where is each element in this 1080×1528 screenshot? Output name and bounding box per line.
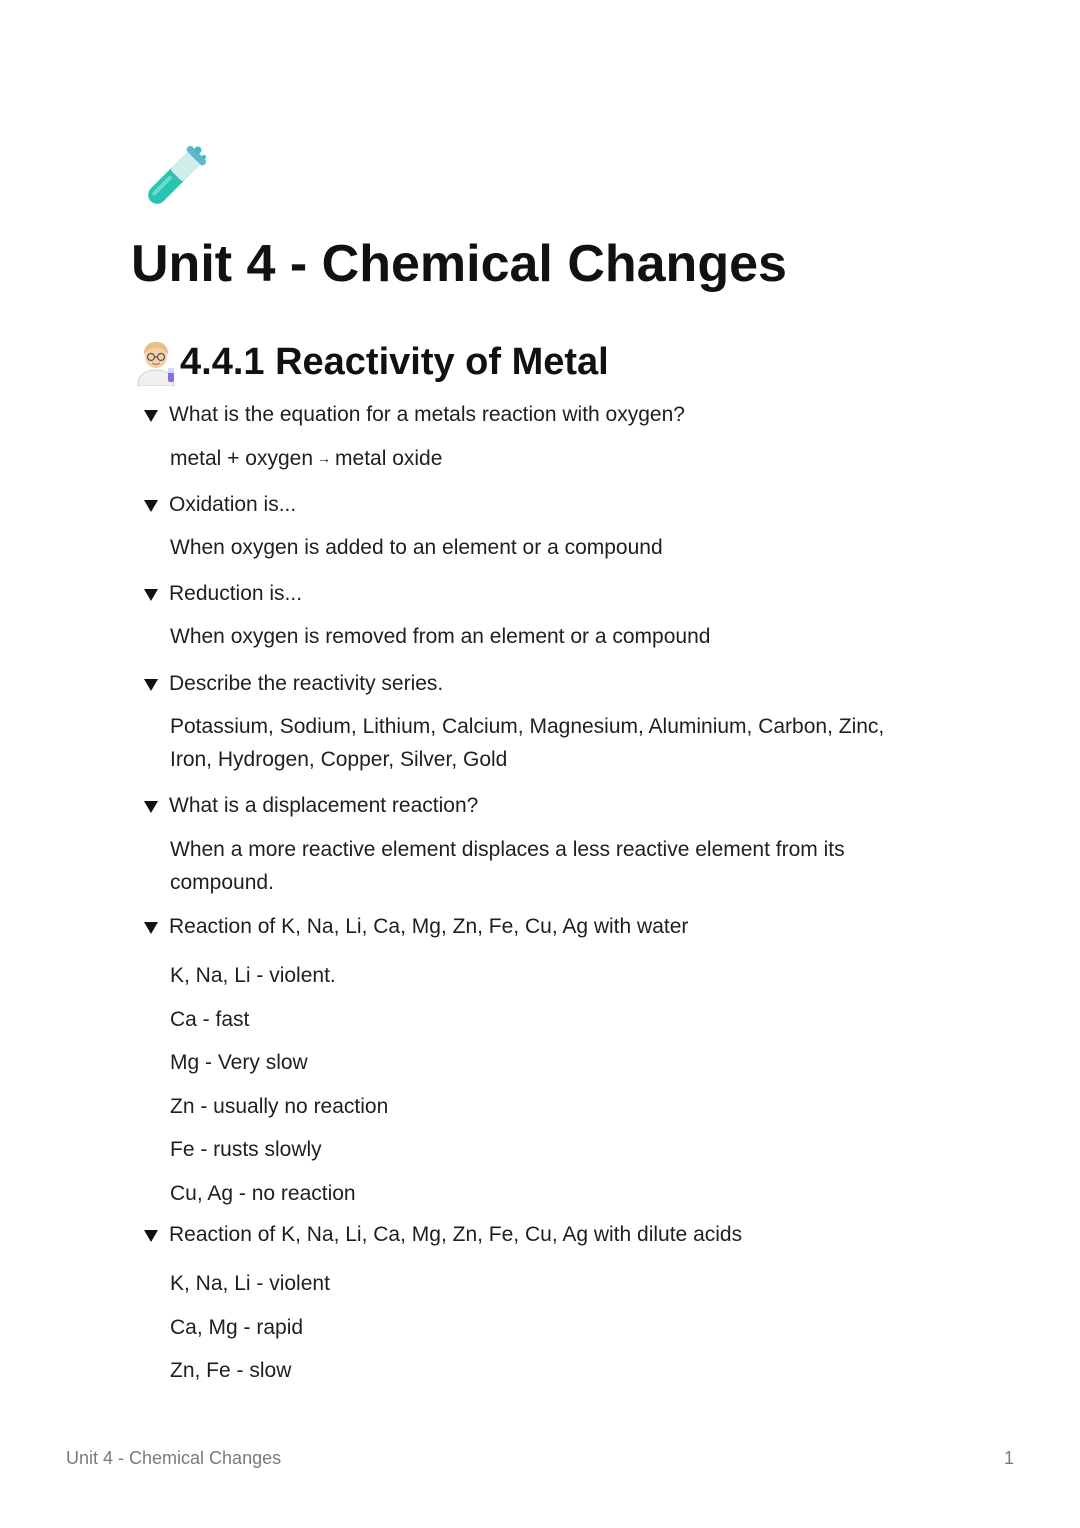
answer-line: Zn - usually no reaction	[170, 1094, 389, 1118]
toggle-header[interactable]	[144, 490, 944, 520]
toggle-header[interactable]	[144, 400, 944, 430]
answer-line: Zn, Fe - slow	[170, 1359, 292, 1383]
toggle-answer: When oxygen is removed from an element or a compound	[170, 625, 711, 648]
answer-line: K, Na, Li - violent	[170, 1272, 330, 1295]
triangle-down-icon[interactable]	[144, 410, 158, 422]
toggle-block	[144, 912, 944, 1205]
page-title: Unit 4 - Chemical Changes	[131, 235, 787, 293]
answer-line: Fe - rusts slowly	[170, 1138, 322, 1162]
toggle-question: What is the equation for a metals reaction with oxygen?	[169, 403, 685, 426]
toggle-header[interactable]	[144, 669, 944, 699]
answer-line: Potassium, Sodium, Lithium, Calcium, Magnesium, Aluminium, Carbon, Zinc,	[170, 715, 885, 738]
triangle-down-icon[interactable]	[144, 500, 158, 512]
triangle-down-icon[interactable]	[144, 589, 158, 601]
answer-line: K, Na, Li - violent.	[170, 964, 336, 987]
triangle-down-icon[interactable]	[144, 922, 158, 934]
toggle-header[interactable]	[144, 791, 944, 821]
toggle-header[interactable]	[144, 912, 944, 942]
triangle-down-icon[interactable]	[144, 679, 158, 691]
toggle-answer	[170, 954, 930, 1216]
toggle-question: Oxidation is...	[169, 493, 297, 516]
section-title: 4.4.1 Reactivity of Metal	[180, 341, 609, 383]
answer-line: Ca - fast	[170, 1007, 250, 1031]
answer-line: Iron, Hydrogen, Copper, Silver, Gold	[170, 748, 508, 771]
answer-line: Cu, Ag - no reaction	[170, 1181, 356, 1205]
toggle-block	[144, 400, 944, 470]
toggle-question: Reduction is...	[169, 582, 303, 605]
toggle-answer	[170, 710, 930, 776]
answer-line: compound.	[170, 871, 274, 894]
toggle-block	[144, 791, 944, 894]
toggle-header[interactable]	[144, 579, 944, 609]
footer-title: Unit 4 - Chemical Changes	[66, 1448, 282, 1468]
equation-arrow: →	[317, 450, 332, 466]
toggle-question: Describe the reactivity series.	[169, 672, 444, 695]
section-heading	[132, 336, 609, 388]
toggle-header[interactable]	[144, 1220, 944, 1250]
equation-right: metal oxide	[335, 447, 443, 470]
toggle-block	[144, 490, 944, 559]
toggle-question: Reaction of K, Na, Li, Ca, Mg, Zn, Fe, Cu, Ag with water	[169, 915, 689, 938]
triangle-down-icon[interactable]	[144, 801, 158, 813]
toggle-block	[144, 1220, 944, 1383]
toggle-question: Reaction of K, Na, Li, Ca, Mg, Zn, Fe, Cu, Ag with dilute acids	[169, 1223, 743, 1246]
test-tube-icon	[132, 140, 212, 220]
toggle-block	[144, 669, 944, 771]
triangle-down-icon[interactable]	[144, 1230, 158, 1242]
answer-line: When a more reactive element displaces a less reactive element from its	[170, 838, 845, 861]
equation-left: metal + oxygen	[170, 447, 314, 470]
toggle-question: What is a displacement reaction?	[169, 794, 479, 817]
toggle-block	[144, 579, 944, 648]
toggle-answer: When oxygen is added to an element or a compound	[170, 536, 663, 559]
answer-line: Mg - Very slow	[170, 1051, 308, 1075]
scientist-icon	[132, 338, 180, 386]
toggle-answer	[170, 833, 930, 899]
answer-line: Ca, Mg - rapid	[170, 1315, 304, 1339]
page-number: 1	[1003, 1448, 1014, 1468]
toggle-answer	[170, 1262, 930, 1393]
toggle-answer	[170, 442, 930, 477]
